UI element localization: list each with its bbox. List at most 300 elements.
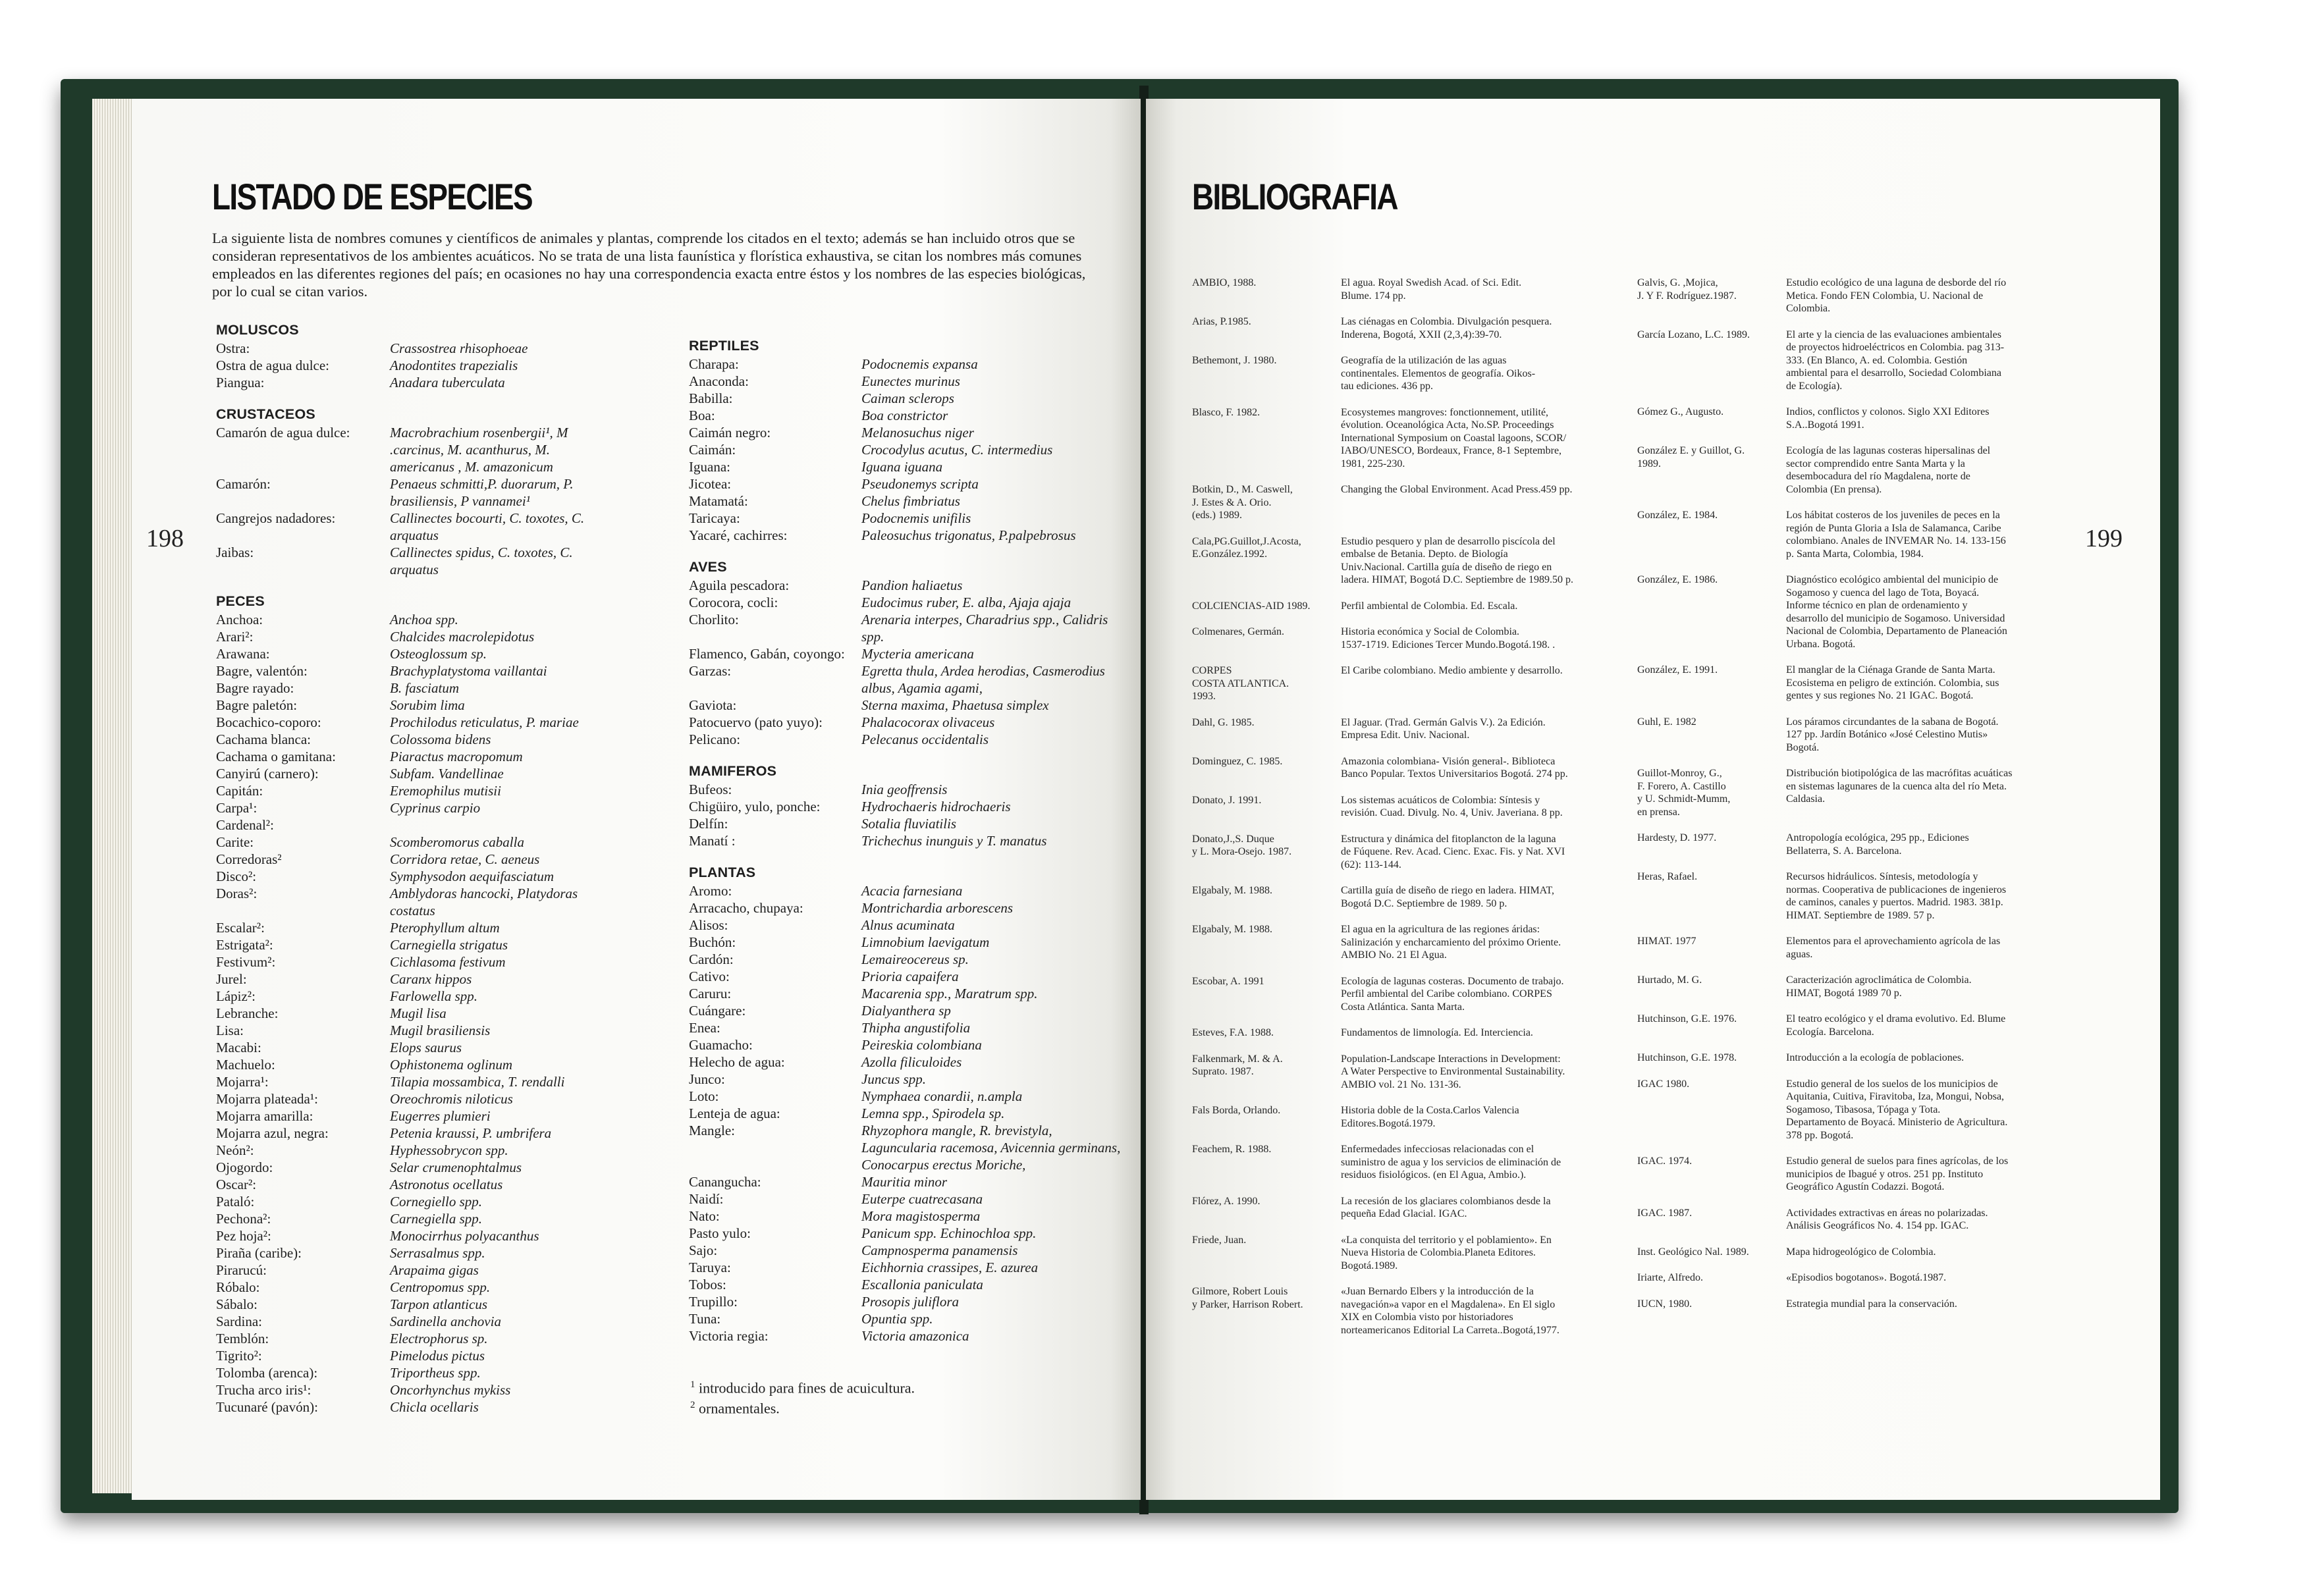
reference-author: Hutchinson, G.E. 1978. — [1637, 1052, 1737, 1063]
reference-text: Perfil ambiental de Colombia. Ed. Escala. — [1341, 600, 1518, 612]
reference-author: Elgabaly, M. 1988. — [1192, 885, 1273, 896]
common-name: Róbalo: — [216, 1279, 260, 1295]
species-row — [216, 1279, 585, 1296]
scientific-name: Eunectes murinus — [861, 373, 960, 389]
reference-text: Ecosystemes mangroves: fonctionnement, utilité, évolution. Oceanológica Acta, No.SP. Proceedings International Symposium on Coastal lagoons, SCOR/ IABO/UNESCO, Bordeaux, France, 8-1 Septembre, 1981, 225-230. — [1341, 406, 1567, 469]
scientific-name: Macrobrachium rosenbergii¹, M .carcinus, M. acanthurus, M. americanus , M. amazonicum — [390, 425, 568, 475]
bibliography-entry — [1192, 1285, 1640, 1337]
reference-author: Flórez, A. 1990. — [1192, 1195, 1261, 1207]
common-name: Macabi: — [216, 1040, 261, 1055]
species-row — [216, 1227, 585, 1244]
reference-text: Estudio general de suelos para fines agrícolas, de los municipios de Ibagué y otros. 251 pp. Instituto Geográfico Agustín Codazzi. Bogotá. — [1786, 1156, 2009, 1192]
species-row — [216, 1142, 585, 1159]
reference-author: Elgabaly, M. 1988. — [1192, 924, 1273, 935]
scientific-name: Sterna maxima, Phaetusa simplex — [861, 697, 1049, 713]
species-row — [689, 356, 1124, 373]
reference-author: González, E. 1984. — [1637, 510, 1718, 521]
common-name: Caimán: — [689, 442, 736, 458]
species-row — [216, 885, 585, 919]
reference-text: Los páramos circundantes de la sabana de Bogotá. 127 pp. Jardín Botánico «José Celestino Mutis» Bogotá. — [1786, 716, 1999, 753]
species-row — [689, 917, 1124, 934]
scientific-name: Caranx hippos — [390, 971, 472, 987]
reference-author: Dominguez, C. 1985. — [1192, 755, 1283, 767]
reference-author: Guillot-Monroy, G., F. Forero, A. Castillo y U. Schmidt-Mumm, en prensa. — [1637, 768, 1731, 818]
scientific-name: Prioria capaifera — [861, 969, 959, 984]
scientific-name: Anadara tuberculata — [390, 375, 505, 390]
bibliography-entry — [1192, 833, 1640, 872]
scientific-name: Pterophyllum altum — [390, 920, 500, 936]
common-name: Corocora, cocli: — [689, 595, 778, 610]
species-row — [216, 1159, 585, 1176]
common-name: Escalar²: — [216, 920, 265, 936]
common-name: Mojarra amarilla: — [216, 1108, 313, 1124]
scientific-name — [390, 816, 585, 834]
reference-author: Bethemont, J. 1980. — [1192, 355, 1277, 366]
scientific-name: Paleosuchus trigonatus, P.palpebrosus — [861, 527, 1076, 543]
reference-text: El Caribe colombiano. Medio ambiente y desarrollo. — [1341, 665, 1563, 676]
species-row — [216, 1022, 585, 1039]
reference-text: Mapa hidrogeológico de Colombia. — [1786, 1246, 1936, 1258]
species-row — [216, 851, 585, 868]
scientific-name: Prosopis juliflora — [861, 1294, 959, 1310]
scientific-name: Macarenia spp., Maratrum spp. — [861, 986, 1038, 1001]
scientific-name: Pimelodus pictus — [390, 1348, 485, 1364]
species-row — [689, 407, 1124, 424]
reference-author: Donato,J.,S. Duque y L. Mora-Osejo. 1987. — [1192, 833, 1292, 857]
species-column-1 — [216, 321, 585, 1416]
common-name: Tobos: — [689, 1277, 726, 1292]
reference-text: Estructura y dinámica del fitoplancton de la laguna de Fúquene. Rev. Acad. Cienc. Exac. Fis. y Nat. XVI (62): 113-144. — [1341, 833, 1565, 870]
species-row — [689, 390, 1124, 407]
common-name: Pez hoja²: — [216, 1228, 271, 1244]
scientific-name: Cyprinus carpio — [390, 800, 481, 816]
bibliography-entry — [1637, 974, 2072, 999]
species-row — [689, 781, 1124, 798]
reference-author: IGAC. 1987. — [1637, 1207, 1693, 1219]
reference-author: Escobar, A. 1991 — [1192, 975, 1264, 987]
section-heading: CRUSTACEOS — [216, 406, 315, 422]
reference-text: Cartilla guía de diseño de riego en ladera. HIMAT, Bogotá D.C. Septiembre de 1989. 50 p. — [1341, 885, 1555, 909]
species-row — [689, 1122, 1124, 1173]
reference-text: Ecología de las lagunas costeras hipersalinas del sector comprendido entre Santa Marta y la desembocadura del río Magdalena, norte de Colombia (En prensa). — [1786, 445, 1991, 495]
species-row — [216, 1193, 585, 1210]
scientific-name: Hydrochaeris hidrochaeris — [861, 799, 1011, 814]
species-row — [216, 1347, 585, 1364]
species-row — [216, 919, 585, 936]
section-heading: MOLUSCOS — [216, 322, 299, 338]
reference-text: Estudio ecológico de una laguna de desborde del río Metica. Fondo FEN Colombia, U. Nacional de Colombia. — [1786, 277, 2007, 314]
reference-author: Hardesty, D. 1977. — [1637, 832, 1717, 843]
species-row — [689, 1002, 1124, 1019]
reference-author: Donato, J. 1991. — [1192, 794, 1262, 806]
page-number: 198 — [146, 525, 184, 552]
bibliography-entry — [1637, 573, 2072, 651]
scientific-name: Rhyzophora mangle, R. brevistyla, Laguncularia racemosa, Avicennia germinans, Conocarpus erectus Moriche, — [861, 1123, 1121, 1173]
scientific-name: Scomberomorus caballa — [390, 834, 524, 850]
common-name: Pelicano: — [689, 732, 741, 747]
bibliography-entry — [1192, 975, 1640, 1014]
scientific-name: Mauritia minor — [861, 1174, 948, 1190]
scientific-name: Elops saurus — [390, 1040, 462, 1055]
reference-text: Population-Landscape Interactions in Development: A Water Perspective to Environmental Sustainability. AMBIO vol. 21 No. 131-36. — [1341, 1053, 1565, 1090]
scientific-name: Trichechus inunguis y T. manatus — [861, 833, 1047, 849]
scientific-name: Lemaireocereus sp. — [861, 951, 969, 967]
scientific-name: Eugerres plumieri — [390, 1108, 491, 1124]
scientific-name: Amblydoras hancocki, Platydoras costatus — [390, 886, 578, 918]
species-row — [689, 594, 1124, 611]
reference-author: Colmenares, Germán. — [1192, 626, 1284, 637]
reference-author: Guhl, E. 1982 — [1637, 716, 1696, 728]
scientific-name: Eichhornia crassipes, E. azurea — [861, 1260, 1039, 1275]
species-row — [689, 985, 1124, 1002]
common-name: Chigüiro, yulo, ponche: — [689, 799, 821, 814]
bibliography-entry — [1192, 664, 1640, 703]
common-name: Caimán negro: — [689, 425, 771, 440]
common-name: Corredoras² — [216, 851, 282, 867]
scientific-name: Sorubim lima — [390, 697, 465, 713]
reference-text: Introducción a la ecología de poblaciones. — [1786, 1052, 1965, 1063]
left-page — [132, 99, 1141, 1500]
common-name: Tucunaré (pavón): — [216, 1399, 318, 1415]
species-row — [689, 815, 1124, 832]
scientific-name: Anchoa spp. — [390, 612, 458, 627]
scientific-name: Peireskia colombiana — [861, 1037, 982, 1053]
species-row — [216, 1330, 585, 1347]
bibliography-entry — [1637, 1013, 2072, 1038]
reference-author: Fals Borda, Orlando. — [1192, 1105, 1281, 1116]
reference-text: Historia doble de la Costa.Carlos Valencia Editores.Bogotá.1979. — [1341, 1105, 1519, 1129]
species-row — [216, 424, 585, 475]
common-name: Temblón: — [216, 1331, 269, 1346]
species-row — [216, 679, 585, 697]
bibliography-entry — [1637, 1271, 2072, 1285]
scientific-name: Mycteria americana — [861, 646, 974, 662]
right-page — [1146, 99, 2160, 1500]
scientific-name: Lemna spp., Spirodela sp. — [861, 1105, 1005, 1121]
common-name: Bocachico-coporo: — [216, 714, 321, 730]
common-name: Flamenco, Gabán, coyongo: — [689, 646, 845, 662]
species-row — [689, 951, 1124, 968]
scientific-name: Hyphessobrycon spp. — [390, 1142, 508, 1158]
species-row — [689, 662, 1124, 697]
common-name: Trucha arco iris¹: — [216, 1382, 312, 1398]
scientific-name: Prochilodus reticulatus, P. mariae — [390, 714, 579, 730]
species-row — [216, 1398, 585, 1416]
scientific-name: Alnus acuminata — [861, 917, 955, 933]
scientific-name: Serrasalmus spp. — [390, 1245, 485, 1261]
reference-author: González E. y Guillot, G. 1989. — [1637, 445, 1745, 469]
species-row — [689, 424, 1124, 441]
reference-author: Botkin, D., M. Caswell, J. Estes & A. Orio. (eds.) 1989. — [1192, 484, 1293, 521]
reference-text: Changing the Global Environment. Acad Press.459 pp. — [1341, 484, 1573, 495]
reference-text: «Juan Bernardo Elbers y la introducción de la navegación»a vapor en el Magdalena». En El siglo XIX en Colombia visto por historiadores norteamericanos Editorial La Carreta..Bogotá,1977. — [1341, 1286, 1559, 1336]
species-row — [216, 662, 585, 679]
common-name: Carpa¹: — [216, 800, 258, 816]
common-name: Festivum²: — [216, 954, 276, 970]
common-name: Junco: — [689, 1071, 725, 1087]
reference-author: García Lozano, L.C. 1989. — [1637, 329, 1750, 340]
species-row — [689, 577, 1124, 594]
species-row — [689, 882, 1124, 899]
species-row — [689, 968, 1124, 985]
scientific-name: Podocnemis expansa — [861, 356, 978, 372]
common-name: Trupillo: — [689, 1294, 738, 1310]
bibliography-entry — [1637, 1051, 2072, 1065]
reference-text: Antropología ecológica, 295 pp., Ediciones Bellaterra, S. A. Barcelona. — [1786, 832, 1969, 857]
common-name: Cardenal²: — [216, 817, 274, 833]
species-row — [689, 714, 1124, 731]
scientific-name: Piaractus macropomum — [390, 749, 523, 764]
species-row — [216, 834, 585, 851]
species-row — [216, 611, 585, 628]
scientific-name: Iguana iguana — [861, 459, 943, 475]
scientific-name: Carnegiella spp. — [390, 1211, 482, 1227]
scientific-name: Tilapia mossambica, T. rendalli — [390, 1074, 565, 1090]
bibliography-column-1 — [1192, 277, 1640, 1350]
bibliography-entry — [1192, 794, 1640, 820]
common-name: Taruya: — [689, 1260, 731, 1275]
species-row — [689, 510, 1124, 527]
common-name: Manatí : — [689, 833, 736, 849]
scientific-name: Dialyanthera sp — [861, 1003, 951, 1019]
reference-author: González, E. 1991. — [1637, 664, 1718, 676]
common-name: Alisos: — [689, 917, 728, 933]
bibliography-entry — [1637, 1246, 2072, 1259]
species-row — [216, 544, 585, 578]
species-row — [216, 782, 585, 799]
bibliography-entry — [1192, 923, 1640, 962]
bibliography-entry — [1637, 1078, 2072, 1142]
bibliography-entry — [1192, 1195, 1640, 1221]
reference-text: La recesión de los glaciares colombianos desde la pequeña Edad Glacial. IGAC. — [1341, 1195, 1551, 1219]
section-heading: PECES — [216, 593, 265, 609]
species-row — [216, 645, 585, 662]
scientific-name: Mugil brasiliensis — [390, 1023, 491, 1038]
bibliography-entry — [1192, 277, 1640, 302]
scientific-name: Chicla ocellaris — [390, 1399, 479, 1415]
reference-author: COLCIENCIAS-AID 1989. — [1192, 600, 1311, 612]
reference-author: Dahl, G. 1985. — [1192, 716, 1255, 728]
species-row — [216, 1210, 585, 1227]
species-row — [689, 1293, 1124, 1310]
scientific-name: Subfam. Vandellinae — [390, 766, 504, 782]
bibliography-entry — [1192, 1053, 1640, 1092]
species-row — [689, 1173, 1124, 1190]
reference-text: Ecología de lagunas costeras. Documento de trabajo. Perfil ambiental del Caribe colombiano. CORPES Costa Atlántica. Santa Marta. — [1341, 975, 1564, 1013]
reference-author: Cala,PG.Guillot,J.Acosta, E.González.1992. — [1192, 535, 1301, 560]
common-name: Ostra: — [216, 340, 250, 356]
reference-author: AMBIO, 1988. — [1192, 277, 1257, 288]
scientific-name: Sotalia fluviatilis — [861, 816, 957, 832]
common-name: Naidí: — [689, 1191, 724, 1207]
common-name: Cardón: — [689, 951, 734, 967]
bibliography-entry — [1637, 935, 2072, 961]
reference-author: Arias, P.1985. — [1192, 316, 1251, 327]
species-row — [689, 697, 1124, 714]
page-number: 199 — [2085, 525, 2123, 552]
common-name: Pasto yulo: — [689, 1225, 751, 1241]
scientific-name: Tarpon atlanticus — [390, 1296, 488, 1312]
scientific-name: Ophistonema oglinum — [390, 1057, 513, 1073]
species-row — [689, 458, 1124, 475]
species-row — [689, 1053, 1124, 1071]
footnote: $^2$ ornamentales. — [690, 1400, 780, 1417]
common-name: Nato: — [689, 1208, 720, 1224]
bibliography-entry — [1192, 535, 1640, 587]
species-row — [216, 971, 585, 988]
scientific-name: Brachyplatystoma vaillantai — [390, 663, 547, 679]
reference-author: IGAC. 1974. — [1637, 1156, 1693, 1167]
reference-author: Iriarte, Alfredo. — [1637, 1272, 1703, 1283]
species-row — [689, 373, 1124, 390]
common-name: Neón²: — [216, 1142, 254, 1158]
bibliography-column-2 — [1637, 277, 2072, 1323]
species-row — [216, 340, 585, 357]
bibliography-entry — [1637, 870, 2072, 922]
scientific-name: B. fasciatum — [390, 680, 459, 696]
common-name: Lebranche: — [216, 1005, 279, 1021]
common-name: Arracacho, chupaya: — [689, 900, 803, 916]
species-row — [216, 1364, 585, 1381]
species-row — [689, 832, 1124, 849]
species-row — [216, 731, 585, 748]
reference-text: Los sistemas acuáticos de Colombia: Síntesis y revisión. Cuad. Divulg. No. 4, Univ. Javeriana. 8 pp. — [1341, 794, 1563, 818]
common-name: Jurel: — [216, 971, 247, 987]
species-row — [216, 1313, 585, 1330]
scientific-name: Juncus spp. — [861, 1071, 926, 1087]
reference-text: El agua en la agricultura de las regiones áridas: Salinización y encharcamiento del próximo Oriente. AMBIO No. 21 El Agua. — [1341, 924, 1561, 961]
species-row — [216, 988, 585, 1005]
reference-text: El agua. Royal Swedish Acad. of Sci. Edit. Blume. 174 pp. — [1341, 277, 1522, 302]
common-name: Bagre rayado: — [216, 680, 294, 696]
reference-author: CORPES COSTA ATLANTICA. 1993. — [1192, 665, 1289, 702]
common-name: Cachama blanca: — [216, 732, 312, 747]
scientific-name: Anodontites trapezialis — [390, 358, 518, 373]
common-name: Anchoa: — [216, 612, 263, 627]
reference-text: El arte y la ciencia de las evaluaciones ambientales de proyectos hidroeléctricos en Colombia. pag 313- 333. (En Blanco, A. ed. Colombia. Gestión ambiental para el desarrollo, Sociedad Colombiana de Ecología). — [1786, 329, 2005, 392]
reference-text: Geografía de la utilización de las aguas continentales. Elementos de geografía. Oikos- tau ediciones. 436 pp. — [1341, 355, 1536, 392]
bibliography-entry — [1637, 664, 2072, 703]
species-row — [216, 799, 585, 816]
scientific-name: Corridora retae, C. aeneus — [390, 851, 540, 867]
scientific-name: Eremophilus mutisii — [390, 783, 501, 799]
species-row — [689, 1327, 1124, 1344]
common-name: Disco²: — [216, 868, 257, 884]
common-name: Caruru: — [689, 986, 732, 1001]
reference-author: IUCN, 1980. — [1637, 1298, 1693, 1310]
bibliography-entry — [1192, 755, 1640, 781]
species-column-2 — [689, 337, 1124, 1344]
common-name: Lenteja de agua: — [689, 1105, 780, 1121]
species-row — [216, 748, 585, 765]
species-row — [216, 1056, 585, 1073]
common-name: Buchón: — [689, 934, 736, 950]
species-row — [216, 1244, 585, 1262]
scientific-name: Escallonia paniculata — [861, 1277, 983, 1292]
common-name: Patocuervo (pato yuyo): — [689, 714, 823, 730]
scientific-name: Pandion haliaetus — [861, 577, 963, 593]
reference-author: Falkenmark, M. & A. Suprato. 1987. — [1192, 1053, 1283, 1077]
common-name: Helecho de agua: — [689, 1054, 785, 1070]
bibliography-entry — [1192, 716, 1640, 742]
scientific-name: Osteoglossum sp. — [390, 646, 487, 662]
reference-text: Caracterización agroclimática de Colombia. HIMAT, Bogotá 1989 70 p. — [1786, 974, 1972, 999]
scientific-name: Arapaima gigas — [390, 1262, 479, 1278]
bibliography-entry — [1192, 625, 1640, 651]
scientific-name: Opuntia spp. — [861, 1311, 933, 1327]
species-row — [689, 1225, 1124, 1242]
bibliography-entry — [1637, 406, 2072, 431]
common-name: Bagre paletón: — [216, 697, 298, 713]
common-name: Pirarucú: — [216, 1262, 267, 1278]
species-row — [689, 1276, 1124, 1293]
species-row — [689, 798, 1124, 815]
scientific-name: Euterpe cuatrecasana — [861, 1191, 983, 1207]
scientific-name: Pseudonemys scripta — [861, 476, 979, 492]
reference-author: Inst. Geológico Nal. 1989. — [1637, 1246, 1749, 1258]
common-name: Aguila pescadora: — [689, 577, 790, 593]
common-name: Canyirú (carnero): — [216, 766, 319, 782]
bibliography-entry — [1637, 1298, 2072, 1311]
species-row — [689, 731, 1124, 748]
reference-text: Actividades extractivas en áreas no polarizadas. Análisis Geográficos No. 4. 154 pp. IGAC. — [1786, 1207, 1988, 1231]
common-name: Mojarra azul, negra: — [216, 1125, 329, 1141]
scientific-name: Mugil lisa — [390, 1005, 447, 1021]
common-name: Camarón: — [216, 476, 271, 492]
species-row — [216, 1107, 585, 1125]
species-row — [689, 527, 1124, 544]
common-name: Ostra de agua dulce: — [216, 358, 330, 373]
common-name: Piraña (caribe): — [216, 1245, 302, 1261]
common-name: Sardina: — [216, 1314, 262, 1329]
bibliography-entry — [1637, 832, 2072, 857]
reference-author: Friede, Juan. — [1192, 1234, 1247, 1246]
scientific-name: Carnegiella strigatus — [390, 937, 508, 953]
common-name: Estrigata²: — [216, 937, 273, 953]
species-row — [216, 357, 585, 374]
species-row — [689, 441, 1124, 458]
species-row — [216, 1125, 585, 1142]
common-name: Cuángare: — [689, 1003, 746, 1019]
species-row — [689, 934, 1124, 951]
common-name: Jicotea: — [689, 476, 732, 492]
common-name: Garzas: — [689, 663, 732, 679]
common-name: Camarón de agua dulce: — [216, 425, 350, 440]
common-name: Bagre, valentón: — [216, 663, 308, 679]
scientific-name: Farlowella spp. — [390, 988, 478, 1004]
bibliography-entry — [1192, 600, 1640, 613]
species-row — [216, 953, 585, 971]
common-name: Matamatá: — [689, 493, 748, 509]
common-name: Enea: — [689, 1020, 720, 1036]
page-title: LISTADO DE ESPECIES — [212, 176, 532, 217]
scientific-name: Petenia kraussi, P. umbrifera — [390, 1125, 552, 1141]
scientific-name: Cichlasoma festivum — [390, 954, 506, 970]
common-name: Mangle: — [689, 1123, 735, 1138]
reference-text: Indios, conflictos y colonos. Siglo XXI Editores S.A..Bogotá 1991. — [1786, 406, 1990, 431]
species-row — [216, 628, 585, 645]
footnote: $^1$ introducido para fines de acuicultura. — [690, 1379, 915, 1396]
scientific-name: Panicum spp. Echinochloa spp. — [861, 1225, 1037, 1241]
species-row — [689, 1259, 1124, 1276]
common-name: Mojarra¹: — [216, 1074, 269, 1090]
species-row — [216, 816, 585, 834]
common-name: Iguana: — [689, 459, 730, 475]
reference-text: Estudio general de los suelos de los municipios de Aquitania, Cuitiva, Firavitoba, Iza, Mongui, Nobsa, Sogamoso, Tibasosa, Tópaga y Tota. Departamento de Boyacá. Ministerio de Agricultura. 378 pp. Bogotá. — [1786, 1078, 2008, 1141]
common-name: Boa: — [689, 408, 715, 423]
species-row — [689, 1310, 1124, 1327]
common-name: Gaviota: — [689, 697, 737, 713]
